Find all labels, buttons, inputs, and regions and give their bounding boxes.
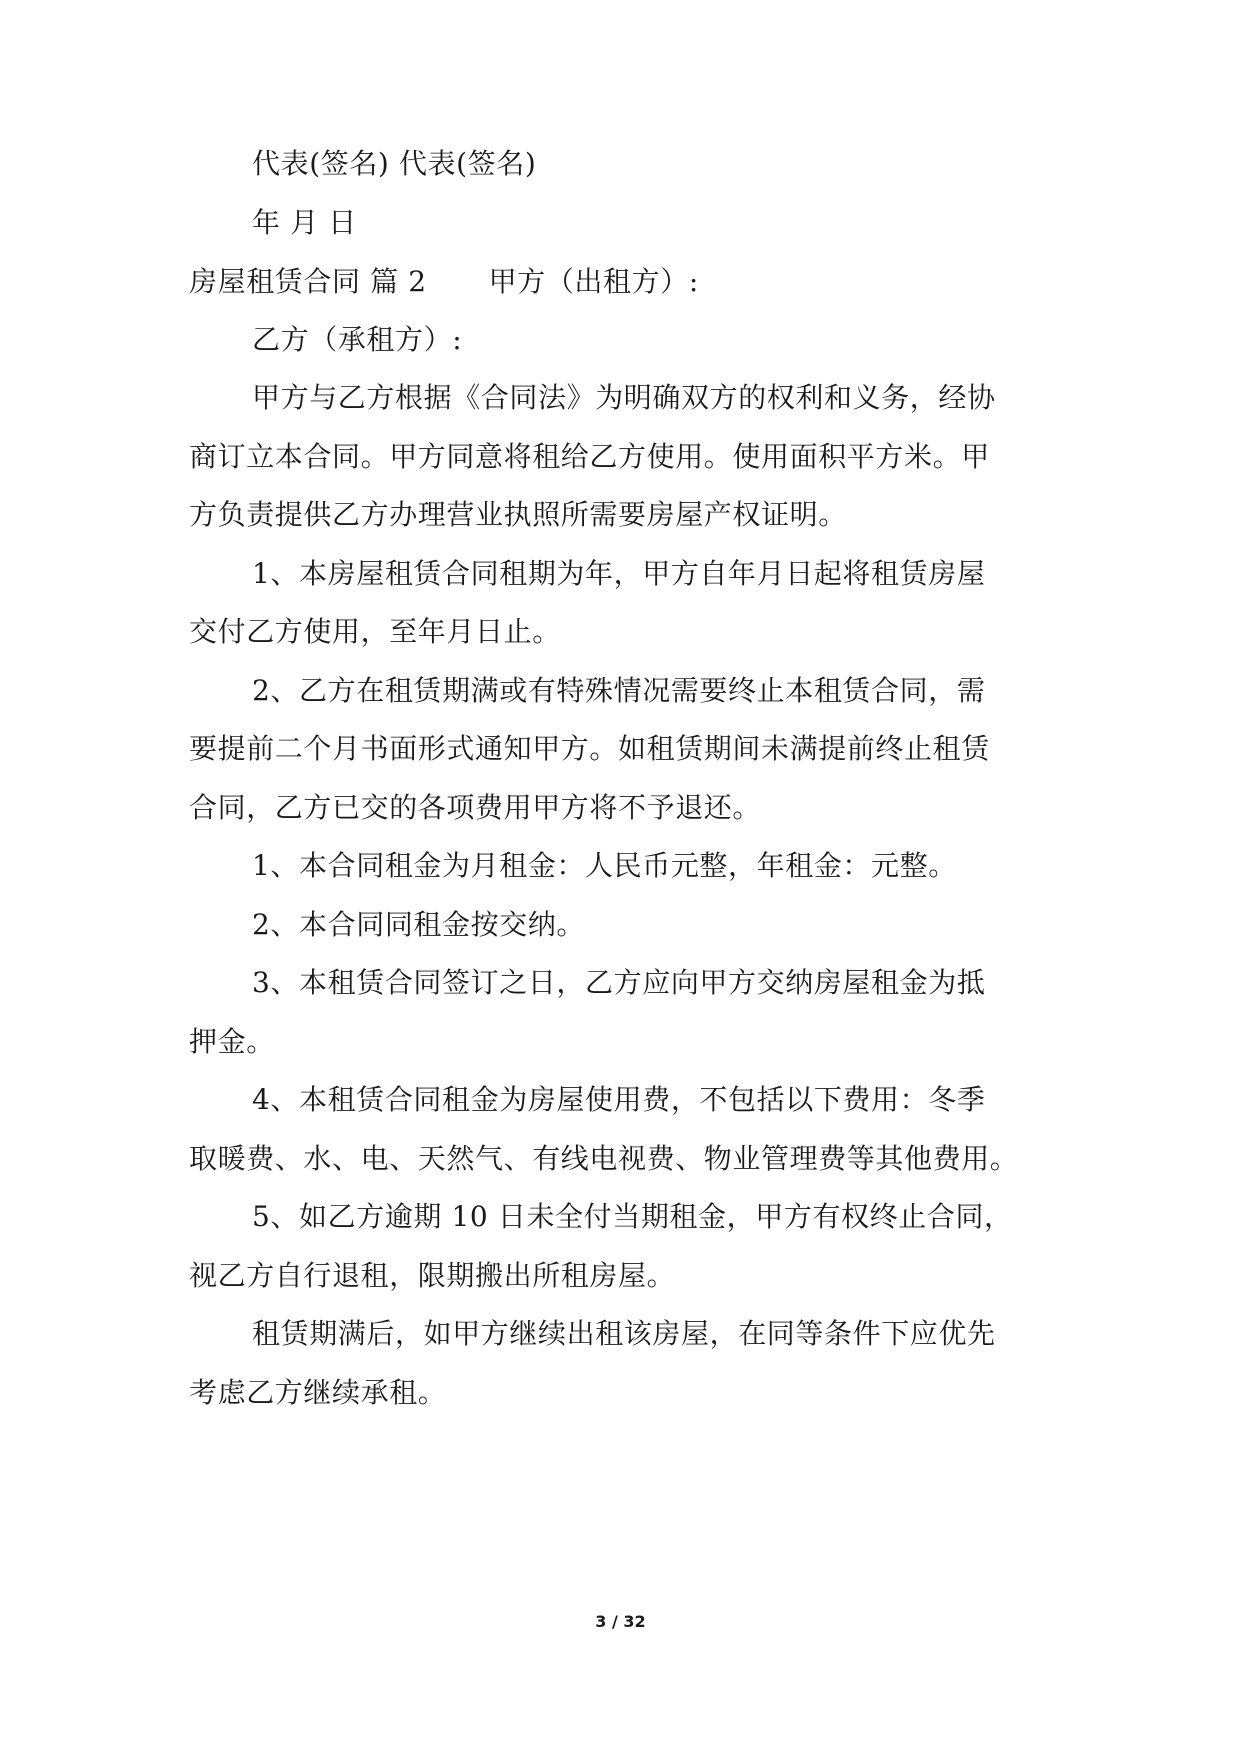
paragraph-line: 视乙方自行退租，限期搬出所租房屋。 bbox=[189, 1259, 676, 1292]
page-number: 3 / 32 bbox=[595, 1612, 646, 1631]
paragraph-line: 2、乙方在租赁期满或有特殊情况需要终止本租赁合同，需 bbox=[252, 674, 986, 707]
party-b-label: 乙方（承租方）: bbox=[252, 323, 463, 356]
date-line: 年 月 日 bbox=[252, 206, 357, 239]
paragraph-line: 租赁期满后，如甲方继续出租该房屋，在同等条件下应优先 bbox=[252, 1317, 996, 1350]
section-heading: 房屋租赁合同 篇 2 bbox=[189, 265, 427, 298]
section-heading-line bbox=[189, 264, 699, 300]
paragraph-line: 取暖费、水、电、天然气、有线电视费、物业管理费等其他费用。 bbox=[189, 1142, 1019, 1175]
paragraph-line: 3、本租赁合同签订之日，乙方应向甲方交纳房屋租金为抵 bbox=[252, 966, 986, 999]
party-a-label: 甲方（出租方）: bbox=[488, 265, 699, 298]
paragraph-line: 甲方与乙方根据《合同法》为明确双方的权利和义务，经协 bbox=[252, 381, 996, 414]
paragraph-line: 2、本合同同租金按交纳。 bbox=[252, 908, 586, 941]
paragraph-line: 4、本租赁合同租金为房屋使用费，不包括以下费用：冬季 bbox=[252, 1083, 986, 1116]
paragraph-line: 1、本合同租金为月租金：人民币元整，年租金：元整。 bbox=[252, 849, 957, 882]
paragraph-line: 5、如乙方逾期 10 日未全付当期租金，甲方有权终止合同， bbox=[252, 1200, 1013, 1233]
paragraph-line: 要提前二个月书面形式通知甲方。如租赁期间未满提前终止租赁 bbox=[189, 732, 990, 765]
paragraph-line: 1、本房屋租赁合同租期为年，甲方自年月日起将租赁房屋 bbox=[252, 557, 986, 590]
paragraph-line: 方负责提供乙方办理营业执照所需要房屋产权证明。 bbox=[189, 498, 847, 531]
paragraph-line: 押金。 bbox=[189, 1025, 275, 1058]
paragraph-line: 合同，乙方已交的各项费用甲方将不予退还。 bbox=[189, 791, 762, 824]
paragraph-line: 商订立本合同。甲方同意将租给乙方使用。使用面积平方米。甲 bbox=[189, 440, 990, 473]
signature-line: 代表(签名) 代表(签名) bbox=[252, 147, 537, 180]
paragraph-line: 交付乙方使用，至年月日止。 bbox=[189, 615, 561, 648]
paragraph-line: 考虑乙方继续承租。 bbox=[189, 1376, 447, 1409]
